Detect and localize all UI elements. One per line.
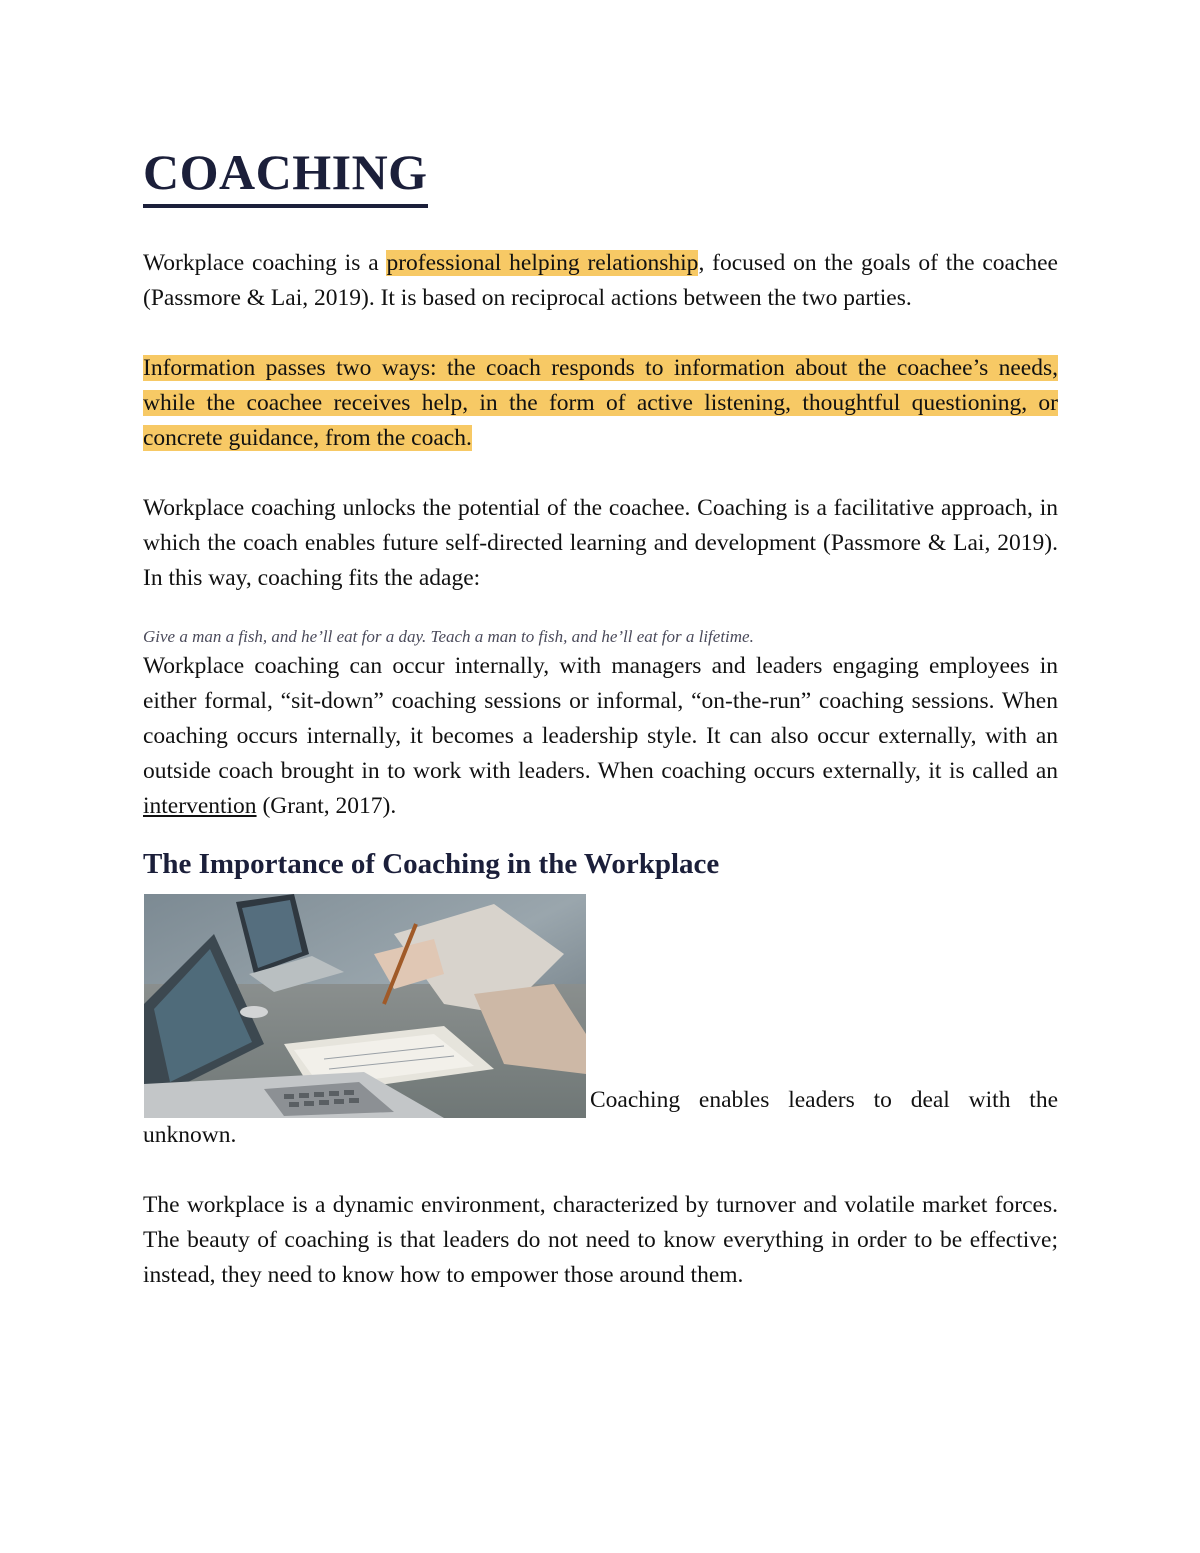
adage-quote: Give a man a fish, and he’ll eat for a day. Teach a man to fish, and he’ll eat for a lifetime.	[143, 627, 754, 646]
intervention-link[interactable]: intervention	[143, 793, 257, 819]
intro-text-after: , focused on the goals of the coachee (Passmore & Lai, 2019). It is based on reciprocal actions between the two parties.	[143, 250, 1058, 311]
paragraph-intro	[143, 246, 1058, 316]
internal-text-after: (Grant, 2017).	[256, 793, 397, 819]
photo-caption: Coaching enables leaders to deal with the unknown.	[143, 1087, 1058, 1148]
paragraph-dynamic-environment: The workplace is a dynamic environment, characterized by turnover and volatile market forces. The beauty of coaching is that leaders do not need to know everything in order to be effective; instead, they need to know how to empower those around them.	[143, 1192, 1058, 1288]
paragraph-information-flow	[143, 351, 1058, 456]
highlighted-phrase: professional helping relationship	[386, 250, 699, 276]
internal-text-before: Workplace coaching can occur internally, with managers and leaders engaging employees in either formal, “sit-down” coaching sessions or informal, “on-the-run” coaching sessions. When coaching occurs internally, it becomes a leadership style. It can also occur externally, with an outside coach brought in to work with leaders. When coaching occurs externally, it is called an	[143, 653, 1058, 784]
document-page	[143, 140, 1058, 1293]
paragraph-internal-external	[143, 649, 1058, 824]
page-title: COACHING	[143, 140, 428, 208]
intro-text-before: Workplace coaching is a	[143, 250, 387, 276]
paragraph-potential: Workplace coaching unlocks the potential of the coachee. Coaching is a facilitative approach, in which the coach enables future self-directed learning and development (Passmore & Lai, 2019). In this way, coaching fits the adage:	[143, 495, 1058, 591]
highlighted-paragraph: Information passes two ways: the coach responds to information about the coachee’s needs, while the coachee receives help, in the form of active listening, thoughtful questioning, or concrete guidance, from the coach.	[143, 355, 1058, 451]
section-heading: The Importance of Coaching in the Workplace	[143, 848, 720, 880]
coaching-photo	[144, 894, 586, 1118]
paragraph-image-caption	[143, 894, 1058, 1153]
